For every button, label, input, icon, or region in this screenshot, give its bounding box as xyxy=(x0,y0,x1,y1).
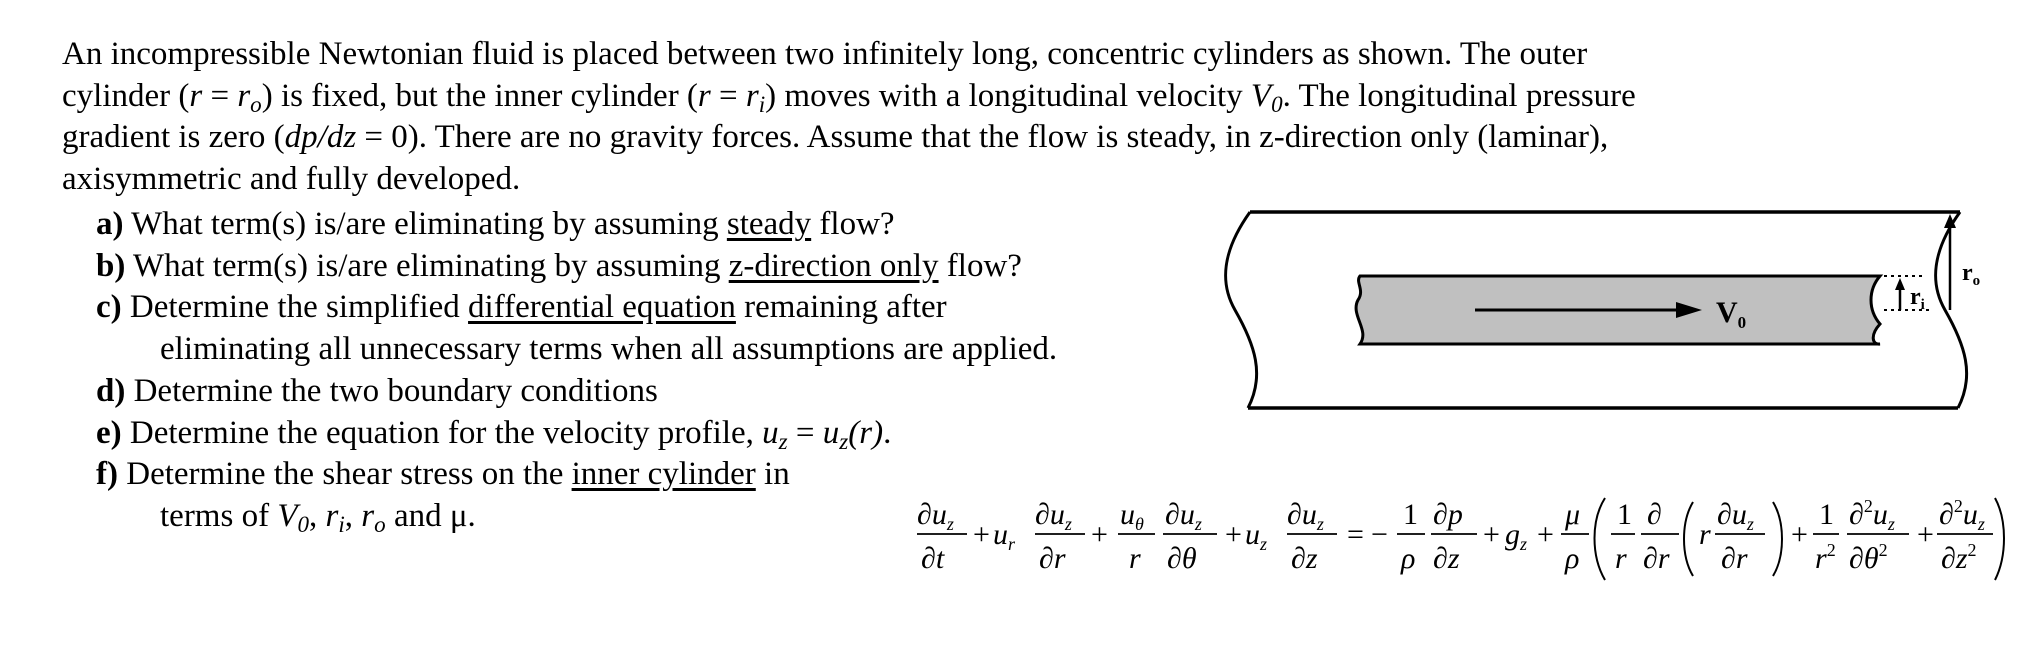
term-utheta-num: $u_\theta$ xyxy=(1120,498,1144,534)
term-one-over-rho-den: ρ xyxy=(1401,542,1416,575)
inner-paren-left xyxy=(1684,502,1693,576)
minus-sign: − xyxy=(1371,518,1388,551)
plus-7: + xyxy=(1917,518,1934,551)
intro-line-1: An incompressible Newtonian fluid is placed between two infinitely long, concentric cylinders as shown. The outer xyxy=(62,36,1588,72)
term-dpdz-den: ∂z xyxy=(1433,542,1460,575)
question-e: e) Determine the equation for the velocity profile, $u_z = u_z(r)$. xyxy=(96,414,892,454)
navier-stokes-z-equation xyxy=(915,490,2005,590)
term-dudr-num: $\partial u_z$ xyxy=(1035,498,1072,534)
question-f: f) Determine the shear stress on the inner cylinder in terms of $V_0$, $r_i$, $r_o$ and μ. xyxy=(96,454,1256,537)
term-inner-dudr-num: $\partial u_z$ xyxy=(1717,498,1754,534)
term-r-factor: r xyxy=(1699,518,1711,551)
term-d2udz2-num: $\partial^2u_z$ xyxy=(1939,496,1985,534)
term-dudt-den: ∂t xyxy=(921,542,945,575)
term-gz: $g_z$ xyxy=(1505,518,1528,554)
term-dudt-num: $\partial u_z$ xyxy=(917,498,954,534)
question-d: d) Determine the two boundary conditions xyxy=(96,372,658,409)
term-d2udtheta2-num: $\partial^2u_z$ xyxy=(1849,496,1895,534)
question-f-continuation: terms of $V_0$, $r_i$, $r_o$ and μ. xyxy=(160,497,476,537)
outer-break-left xyxy=(1226,212,1257,408)
term-dudtheta-num: $\partial u_z$ xyxy=(1165,498,1202,534)
term-dudz-num: $\partial u_z$ xyxy=(1287,498,1324,534)
big-paren-right xyxy=(1995,498,2004,580)
question-c-continuation: eliminating all unnecessary terms when all assumptions are applied. xyxy=(160,331,1058,368)
term-dudz-den: ∂z xyxy=(1291,542,1318,575)
term-one-over-r2-num: 1 xyxy=(1819,498,1834,531)
term-ur: $u_r$ xyxy=(993,518,1016,554)
plus-4: + xyxy=(1483,518,1500,551)
term-one-over-r2-den: $r^2$ xyxy=(1815,540,1836,575)
intro-line-4: axisymmetric and fully developed. xyxy=(62,160,521,197)
plus-6: + xyxy=(1791,518,1808,551)
term-utheta-den: r xyxy=(1129,542,1141,575)
ro-label: $r_o$ xyxy=(1962,260,1981,289)
ri-label: $r_i$ xyxy=(1910,284,1925,313)
question-a: a) What term(s) is/are eliminating by assuming steady flow? xyxy=(96,206,895,242)
term-dudtheta-den: ∂θ xyxy=(1167,542,1197,575)
question-c: c) Determine the simplified differential equation remaining after eliminating all unnecessary terms when all assumptions are applied. xyxy=(96,287,1256,370)
term-mu-over-rho-num: μ xyxy=(1565,498,1581,531)
question-list xyxy=(96,204,1256,538)
term-d2udtheta2-den: $\partial\theta^2$ xyxy=(1849,540,1888,575)
inner-paren-right xyxy=(1773,502,1782,576)
term-inner-dudr-den: ∂r xyxy=(1721,542,1748,575)
question-b: b) What term(s) is/are eliminating by assuming z-direction only flow? xyxy=(96,247,1022,284)
intro-line-2: cylinder $(r = r_o)$ is fixed, but the inner cylinder $(r = r_i)$ moves with a longitudinal velocity $V_0$. The longitudinal pressure xyxy=(62,77,1636,117)
intro-line-3: gradient is zero (dp/dz = 0). There are no gravity forces. Assume that the flow is steady, in z-direction only (laminar), xyxy=(62,119,1609,155)
term-d-over-dr-num: ∂ xyxy=(1647,498,1662,531)
velocity-label: $V_0$ xyxy=(1716,296,1747,332)
problem-statement xyxy=(62,34,1992,200)
plus-3: + xyxy=(1225,518,1242,551)
term-one-over-r-den: r xyxy=(1615,542,1627,575)
term-one-over-rho-num: 1 xyxy=(1403,498,1418,531)
term-one-over-r-num: 1 xyxy=(1617,498,1632,531)
term-d-over-dr-den: ∂r xyxy=(1643,542,1670,575)
concentric-cylinder-figure xyxy=(1220,200,2000,420)
ri-arrowhead xyxy=(1895,278,1905,290)
term-uz: $u_z$ xyxy=(1245,518,1268,554)
plus-5: + xyxy=(1537,518,1554,551)
plus-1: + xyxy=(973,518,990,551)
term-dpdz-num: ∂p xyxy=(1433,498,1463,531)
term-dudr-den: ∂r xyxy=(1039,542,1066,575)
plus-2: + xyxy=(1091,518,1108,551)
equals-sign: = xyxy=(1347,518,1364,551)
term-mu-over-rho-den: ρ xyxy=(1565,542,1580,575)
big-paren-left xyxy=(1595,498,1606,580)
term-d2udz2-den: $\partial z^2$ xyxy=(1941,540,1977,575)
